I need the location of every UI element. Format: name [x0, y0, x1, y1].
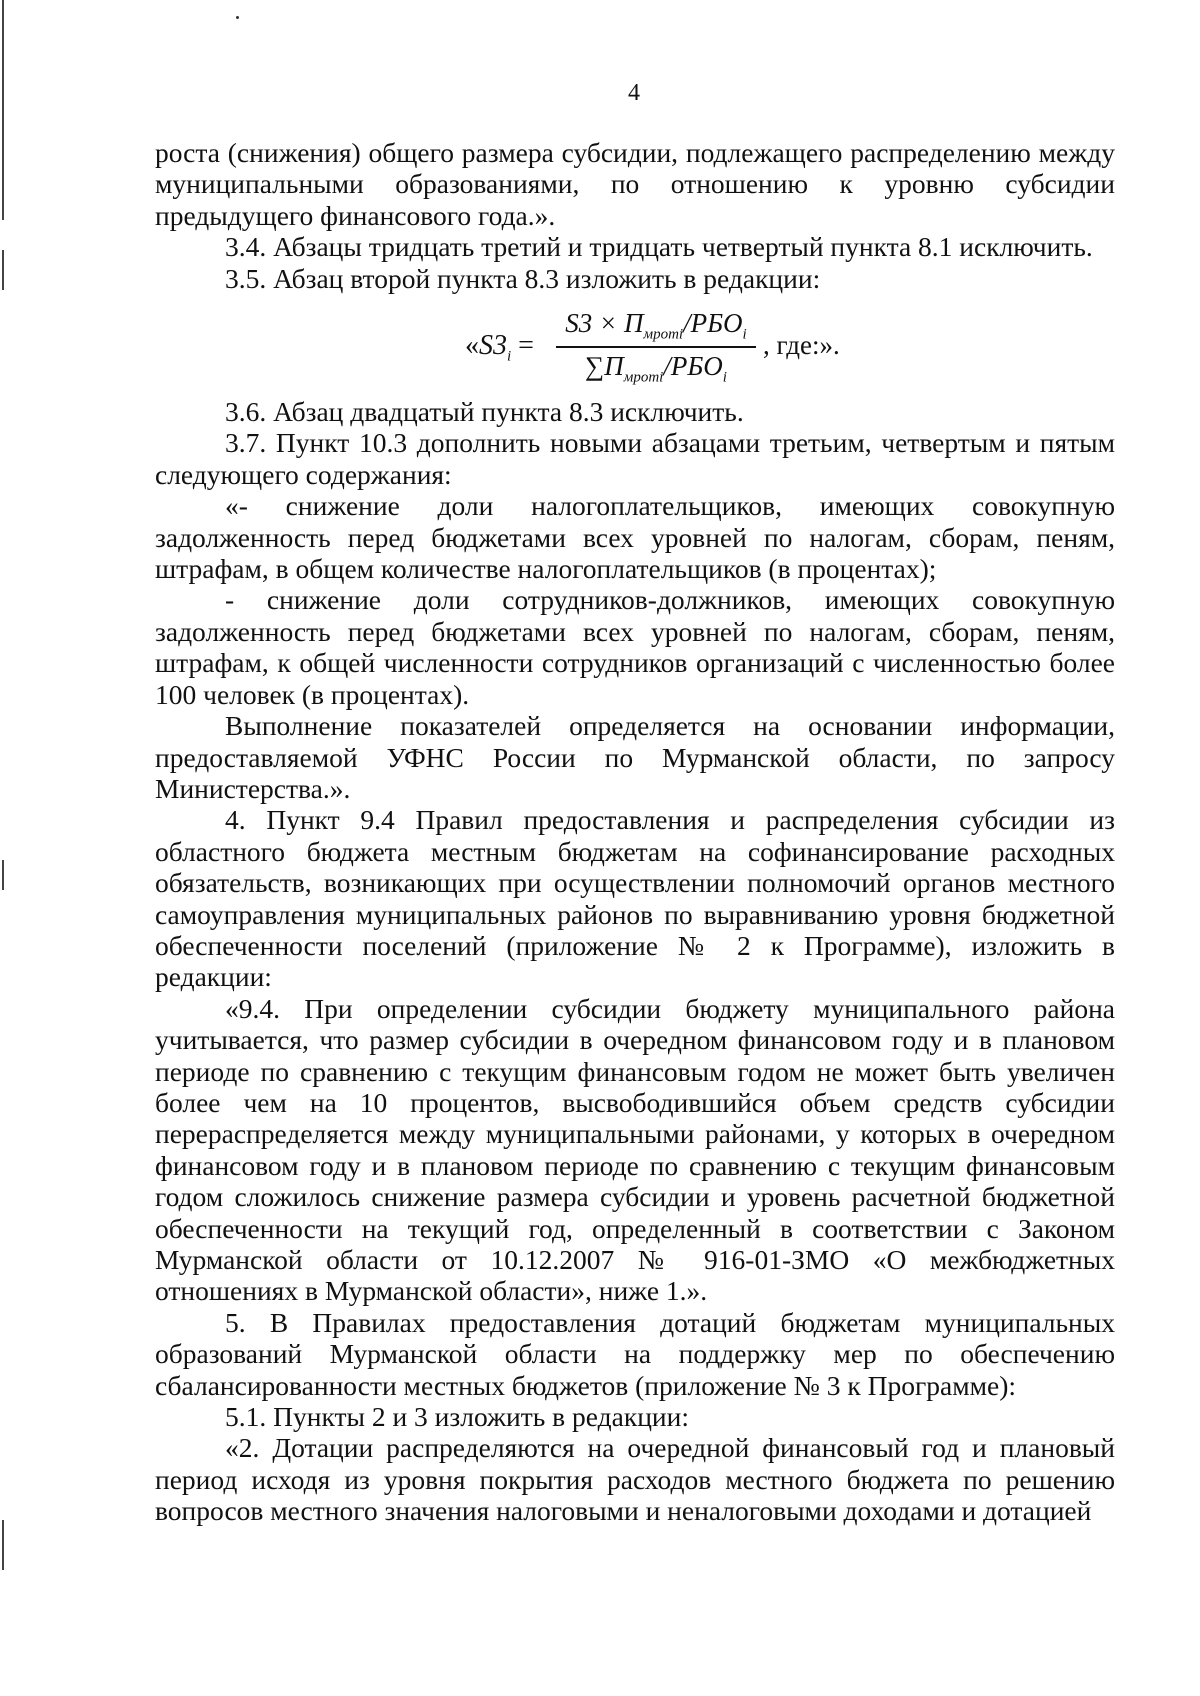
scan-edge-mark [2, 860, 4, 890]
scan-edge-mark [2, 1520, 4, 1570]
paragraph: 3.7. Пункт 10.3 дополнить новыми абзацами третьим, четвертым и пятым следующего содержания: [155, 427, 1115, 490]
paragraph: 5.1. Пункты 2 и 3 изложить в редакции: [225, 1401, 689, 1433]
formula-tail: , где:». [763, 330, 840, 361]
page-number: 4 [628, 80, 640, 106]
paragraph: 3.5. Абзац второй пункта 8.3 изложить в редакции: [225, 262, 821, 294]
formula-numerator: $S3 \times П_{мроті}/РБО_i$ [565, 308, 747, 343]
paragraph: «2. Дотации распределяются на очередной финансовый год и плановый период исходя из уровня покрытия расходов местного бюджета по решению вопросов местного значения налоговыми и неналоговыми доходами и дотацией [155, 1432, 1115, 1527]
scan-edge-mark [2, 250, 4, 290]
fraction-bar [556, 346, 756, 348]
paragraph: роста (снижения) общего размера субсидии, подлежащего распределению между муниципальными образованиями, по отношению к уровню субсидии предыдущего финансового года.». [155, 137, 1115, 231]
formula-block [155, 294, 1115, 396]
scan-speck [236, 16, 239, 19]
formula-denominator: $\sum П_{мроті}/РБО_i$ [585, 351, 727, 386]
paragraph: 5. В Правилах предоставления дотаций бюджетам муниципальных образований Мурманской области на поддержку мер по обеспечению сбалансированности местных бюджетов (приложение № 3 к Программе): [155, 1306, 1115, 1401]
formula-lhs: «$S3_i$ = [465, 330, 534, 365]
paragraph: - снижение доли сотрудников-должников, имеющих совокупную задолженность перед бюджетами всех уровней по налогам, сборам, пеням, штрафам, к общей численности сотрудников организаций с численностью более 100 человек (в процентах). [155, 584, 1115, 710]
paragraph: 3.4. Абзацы тридцать третий и тридцать четвертый пункта 8.1 исключить. [225, 231, 1093, 263]
formula [465, 308, 925, 388]
paragraph: 4. Пункт 9.4 Правил предоставления и распределения субсидии из областного бюджета местным бюджетам на софинансирование расходных обязательств, возникающих при осуществлении полномочий органов местного самоуправления муниципальных районов по выравниванию уровня бюджетной обеспеченности поселений (приложение № 2 к Программе), изложить в редакции: [155, 804, 1115, 993]
scan-edge-mark [2, 0, 4, 220]
paragraph: «- снижение доли налогоплательщиков, имеющих совокупную задолженность перед бюджетами всех уровней по налогам, сборам, пеням, штрафам, в общем количестве налогоплательщиков (в процентах); [155, 490, 1115, 585]
paragraph: Выполнение показателей определяется на основании информации, предоставляемой УФНС России по Мурманской области, по запросу Министерства.». [155, 710, 1115, 804]
paragraph: «9.4. При определении субсидии бюджету муниципального района учитывается, что размер субсидии в очередном финансовом году и в плановом периоде по сравнению с текущим финансовым годом не может быть увеличен более чем на 10 процентов, высвободившийся объем средств субсидии перераспределяется между муниципальными районами, у которых в очередном финансовом году и в плановом периоде по сравнению с текущим финансовым годом сложилось снижение размера субсидии и уровень расчетной бюджетной обеспеченности на текущий год, определенный в соответствии с Законом Мурманской области от 10.12.2007 № 916-01-ЗМО «О межбюджетных отношениях в Мурманской области», ниже 1.». [155, 992, 1115, 1307]
paragraph: 3.6. Абзац двадцатый пункта 8.3 исключить. [225, 396, 744, 428]
document-body [155, 137, 1115, 1527]
